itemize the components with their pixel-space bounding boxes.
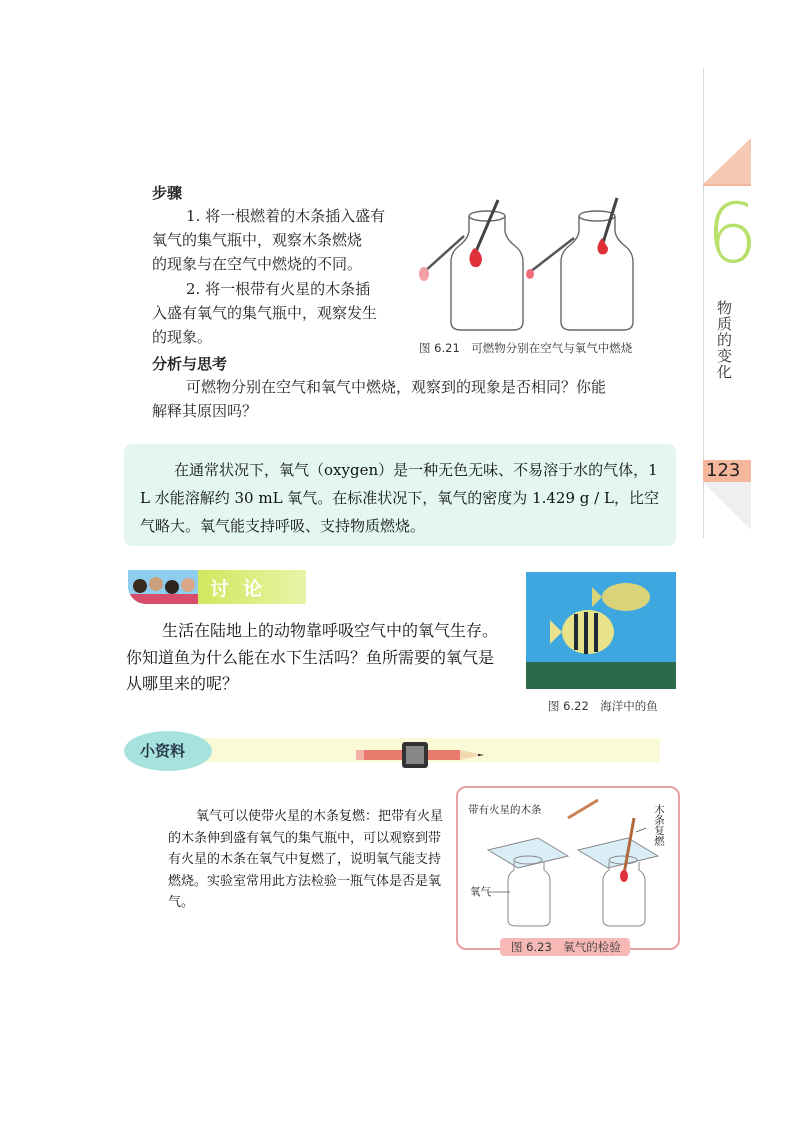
fig22-caption: 图 6.22 海洋中的鱼 [548,699,658,713]
discussion-photo [128,570,200,604]
fig23-caption: 图 6.23 氧气的检验 [511,940,621,954]
side-tab-decoration-bottom [703,482,751,530]
ocean-fish-photo [526,572,676,689]
oxygen-info-text: 在通常状况下，氧气（oxygen）是一种无色无味、不易溶于水的气体，1 L 水能溶解约 30 mL 氧气。在标准状况下，氧气的密度为 1.429 g / L，比空气略大。氧气能支持呼吸、支持物质燃烧。 [140,461,659,535]
step-line: 的现象。 [152,328,213,346]
fig23-label-oxygen: 氧气 [470,886,491,898]
analysis-line: 解释其原因吗？ [152,402,258,420]
data-text: 氧气可以使带火星的木条复燃：把带有火星的木条伸到盛有氧气的集气瓶中，可以观察到带有火星的木条在氧气中复燃了，说明氧气能支持燃烧。实验室常用此方法检验一瓶气体是否是氧气。 [168,809,444,910]
chapter-title: 物质的变化 [715,300,733,380]
pencil-clip-icon [356,738,490,770]
analysis-heading: 分析与思考 [152,355,228,373]
step-line: 的现象与在空气中燃烧的不同。 [152,255,363,273]
side-tab-band [703,184,751,186]
discussion-label: 讨论 [210,578,277,600]
fig23-label-stick: 带有火星的木条 [468,804,542,816]
step-line: 入盛有氧气的集气瓶中，观察发生 [152,304,378,322]
data-label: 小资料 [140,742,186,760]
steps-heading: 步骤 [152,184,183,202]
step-line: 氧气的集气瓶中，观察木条燃烧 [152,231,363,249]
fig21-caption: 图 6.21 可燃物分别在空气与氧气中燃烧 [419,341,633,355]
fig23-label-relight: 木条复燃 [653,804,665,846]
chapter-number: 6 [706,187,759,282]
discussion-text: 生活在陆地上的动物靠呼吸空气中的氧气生存。你知道鱼为什么能在水下生活吗？鱼所需要的氧气是从哪里来的呢？ [126,621,499,693]
side-tab-decoration [703,138,751,184]
combustion-bottles-illustration [412,196,662,336]
step-line: 2. 将一根带有火星的木条插 [186,280,371,298]
page-number: 123 [706,460,741,481]
analysis-line: 可燃物分别在空气和氧气中燃烧，观察到的现象是否相同？你能 [186,378,607,396]
step-line: 1. 将一根燃着的木条插入盛有 [186,207,386,225]
